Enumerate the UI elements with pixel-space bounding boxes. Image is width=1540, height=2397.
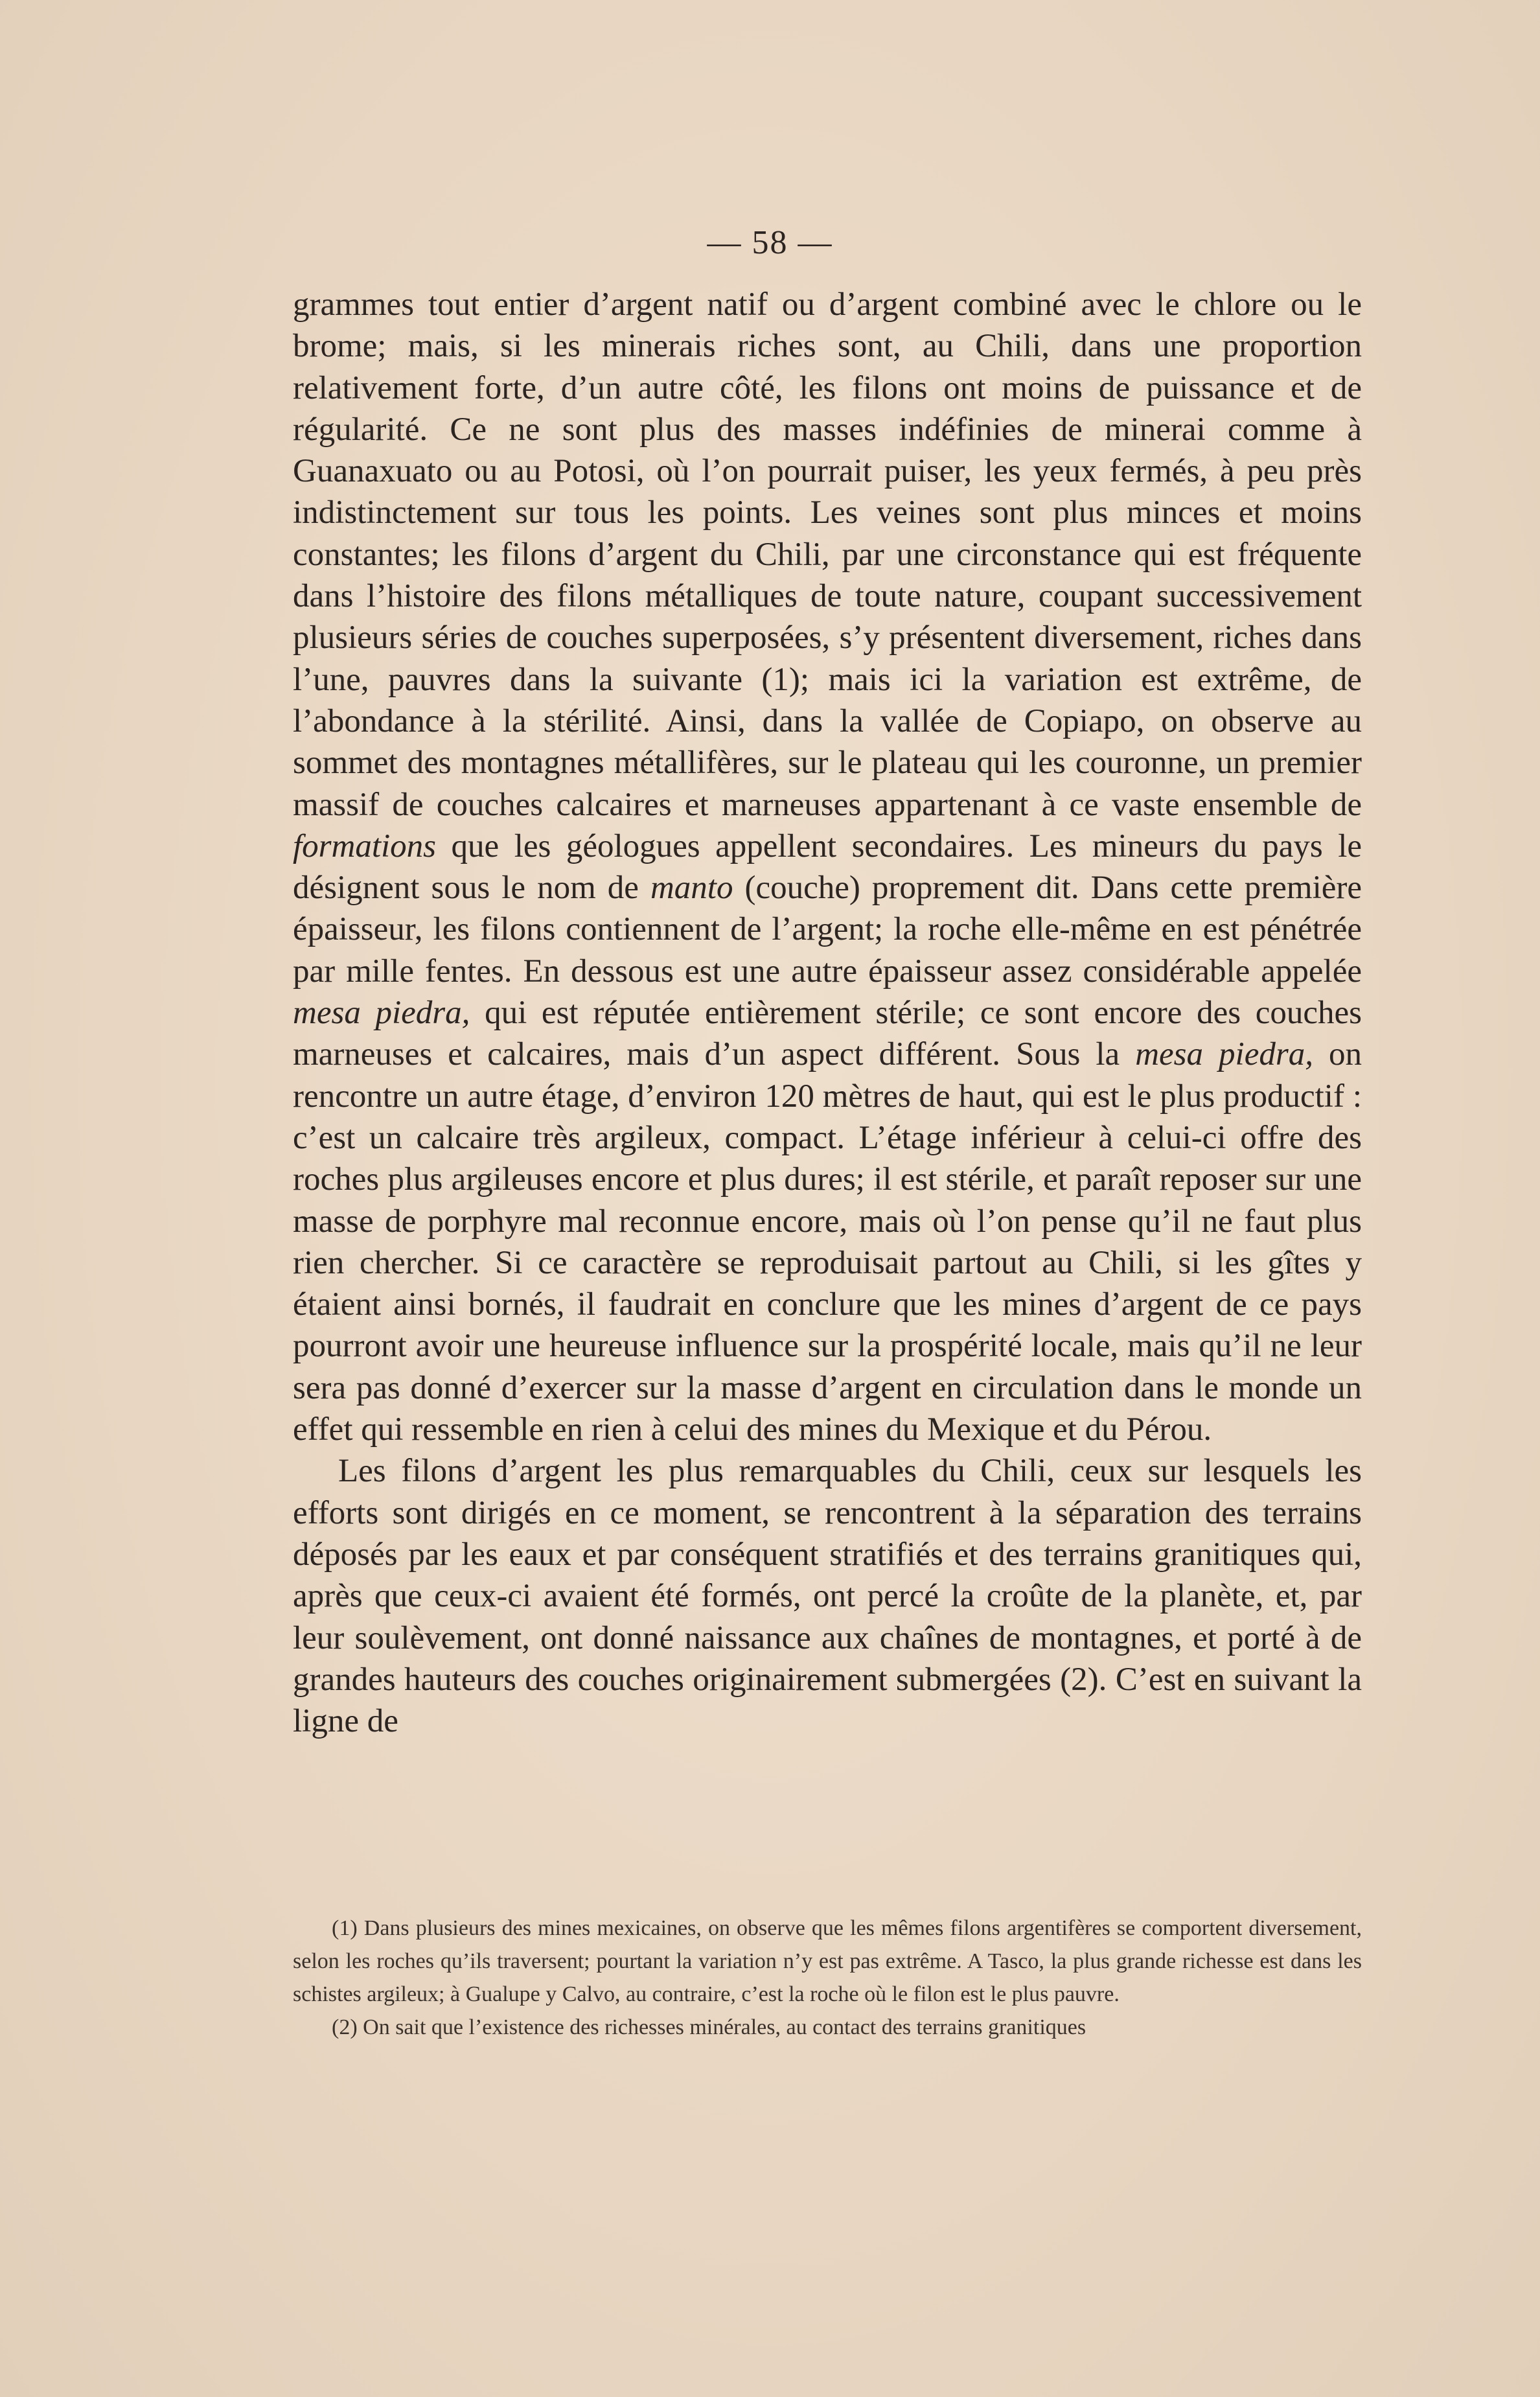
- footnotes: [293, 1912, 1362, 2044]
- paragraph-1: [293, 284, 1362, 1450]
- footnote-2: (2) On sait que l’existence des richesses minérales, au contact des terrains granitiques: [332, 2015, 1086, 2039]
- paragraph-1-part-2: que les géologues appellent secondaires. Les mineurs du pays le désignent sous le nom de: [293, 828, 1362, 907]
- italic-term-mesa-piedra-2: mesa piedra,: [1135, 1036, 1313, 1073]
- italic-term-mesa-piedra: mesa piedra,: [293, 995, 470, 1032]
- paragraph-1-part-4: qui est réputée entièrement stérile; ce sont encore des couches marneuses et calcaires, mais d’un aspect différent. Sous la: [293, 995, 1362, 1073]
- paragraph-2: Les filons d’argent les plus remarquables du Chili, ceux sur lesquels les efforts sont dirigés en ce moment, se rencontrent à la séparation des terrains déposés par les eaux et par conséquent stratifiés et des terrains granitiques qui, après que ceux-ci avaient été formés, ont percé la croûte de la planète, et, par leur soulèvement, ont donné naissance aux chaînes de montagnes, et porté à de grandes hauteurs des couches originairement submergées (2). C’est en suivant la ligne de: [293, 1453, 1362, 1740]
- paragraph-1-part-3: (couche) proprement dit. Dans cette première épaisseur, les filons contiennent de l’argent; la roche elle-même en est pénétrée par mille fentes. En dessous est une autre épaisseur assez considérable appelée: [293, 870, 1362, 990]
- page-number: — 58 —: [707, 224, 833, 261]
- italic-term-formations: formations: [293, 828, 437, 864]
- paragraph-1-part-1: grammes tout entier d’argent natif ou d’argent combiné avec le chlore ou le brome; mais, si les minerais riches sont, au Chili, dans une proportion relativement forte, d’un autre côté, les filons ont moins de puissance et de régularité. Ce ne sont plus des masses indéfinies de minerai comme à Guanaxuato ou au Potosi, où l’on pourrait puiser, les yeux fermés, à peu près indistinctement sur tous les points. Les veines sont plus minces et moins constantes; les filons d’argent du Chili, par une circonstance qui est fréquente dans l’histoire des filons métalliques de toute nature, coupant successivement plusieurs séries de couches superposées, s’y présentent diversement, riches dans l’une, pauvres dans la suivante (1); mais ici la variation est extrême, de l’abondance à la stérilité. Ainsi, dans la vallée de Copiapo, on observe au sommet des montagnes métallifères, sur le plateau qui les couronne, un premier massif de couches calcaires et marneuses appartenant à ce vaste ensemble de: [293, 286, 1362, 823]
- paragraph-1-part-5: on rencontre un autre étage, d’environ 120 mètres de haut, qui est le plus productif : c’est un calcaire très argileux, compact. L’étage inférieur à celui-ci offre des roches plus argileuses encore et plus dures; il est stérile, et paraît reposer sur une masse de porphyre mal reconnue encore, mais où l’on pense qu’il ne faut plus rien chercher. Si ce caractère se reproduisait partout au Chili, si les gîtes y étaient ainsi bornés, il faudrait en conclure que les mines d’argent de ce pays pourront avoir une heureuse influence sur la prospérité locale, mais qu’il ne leur sera pas donné d’exercer sur la masse d’argent en circulation dans le monde un effet qui ressemble en rien à celui des mines du Mexique et du Pérou.: [293, 1036, 1362, 1448]
- italic-term-manto: manto: [650, 870, 733, 907]
- footnote-1: (1) Dans plusieurs des mines mexicaines, on observe que les mêmes filons argentifères se comportent diversement, selon les roches qu’ils traversent; pourtant la variation n’y est pas extrême. A Tasco, la plus grande richesse est dans les schistes argileux; à Gualupe y Calvo, au contraire, c’est la roche où le filon est le plus pauvre.: [293, 1916, 1362, 2006]
- main-text: [293, 284, 1362, 1742]
